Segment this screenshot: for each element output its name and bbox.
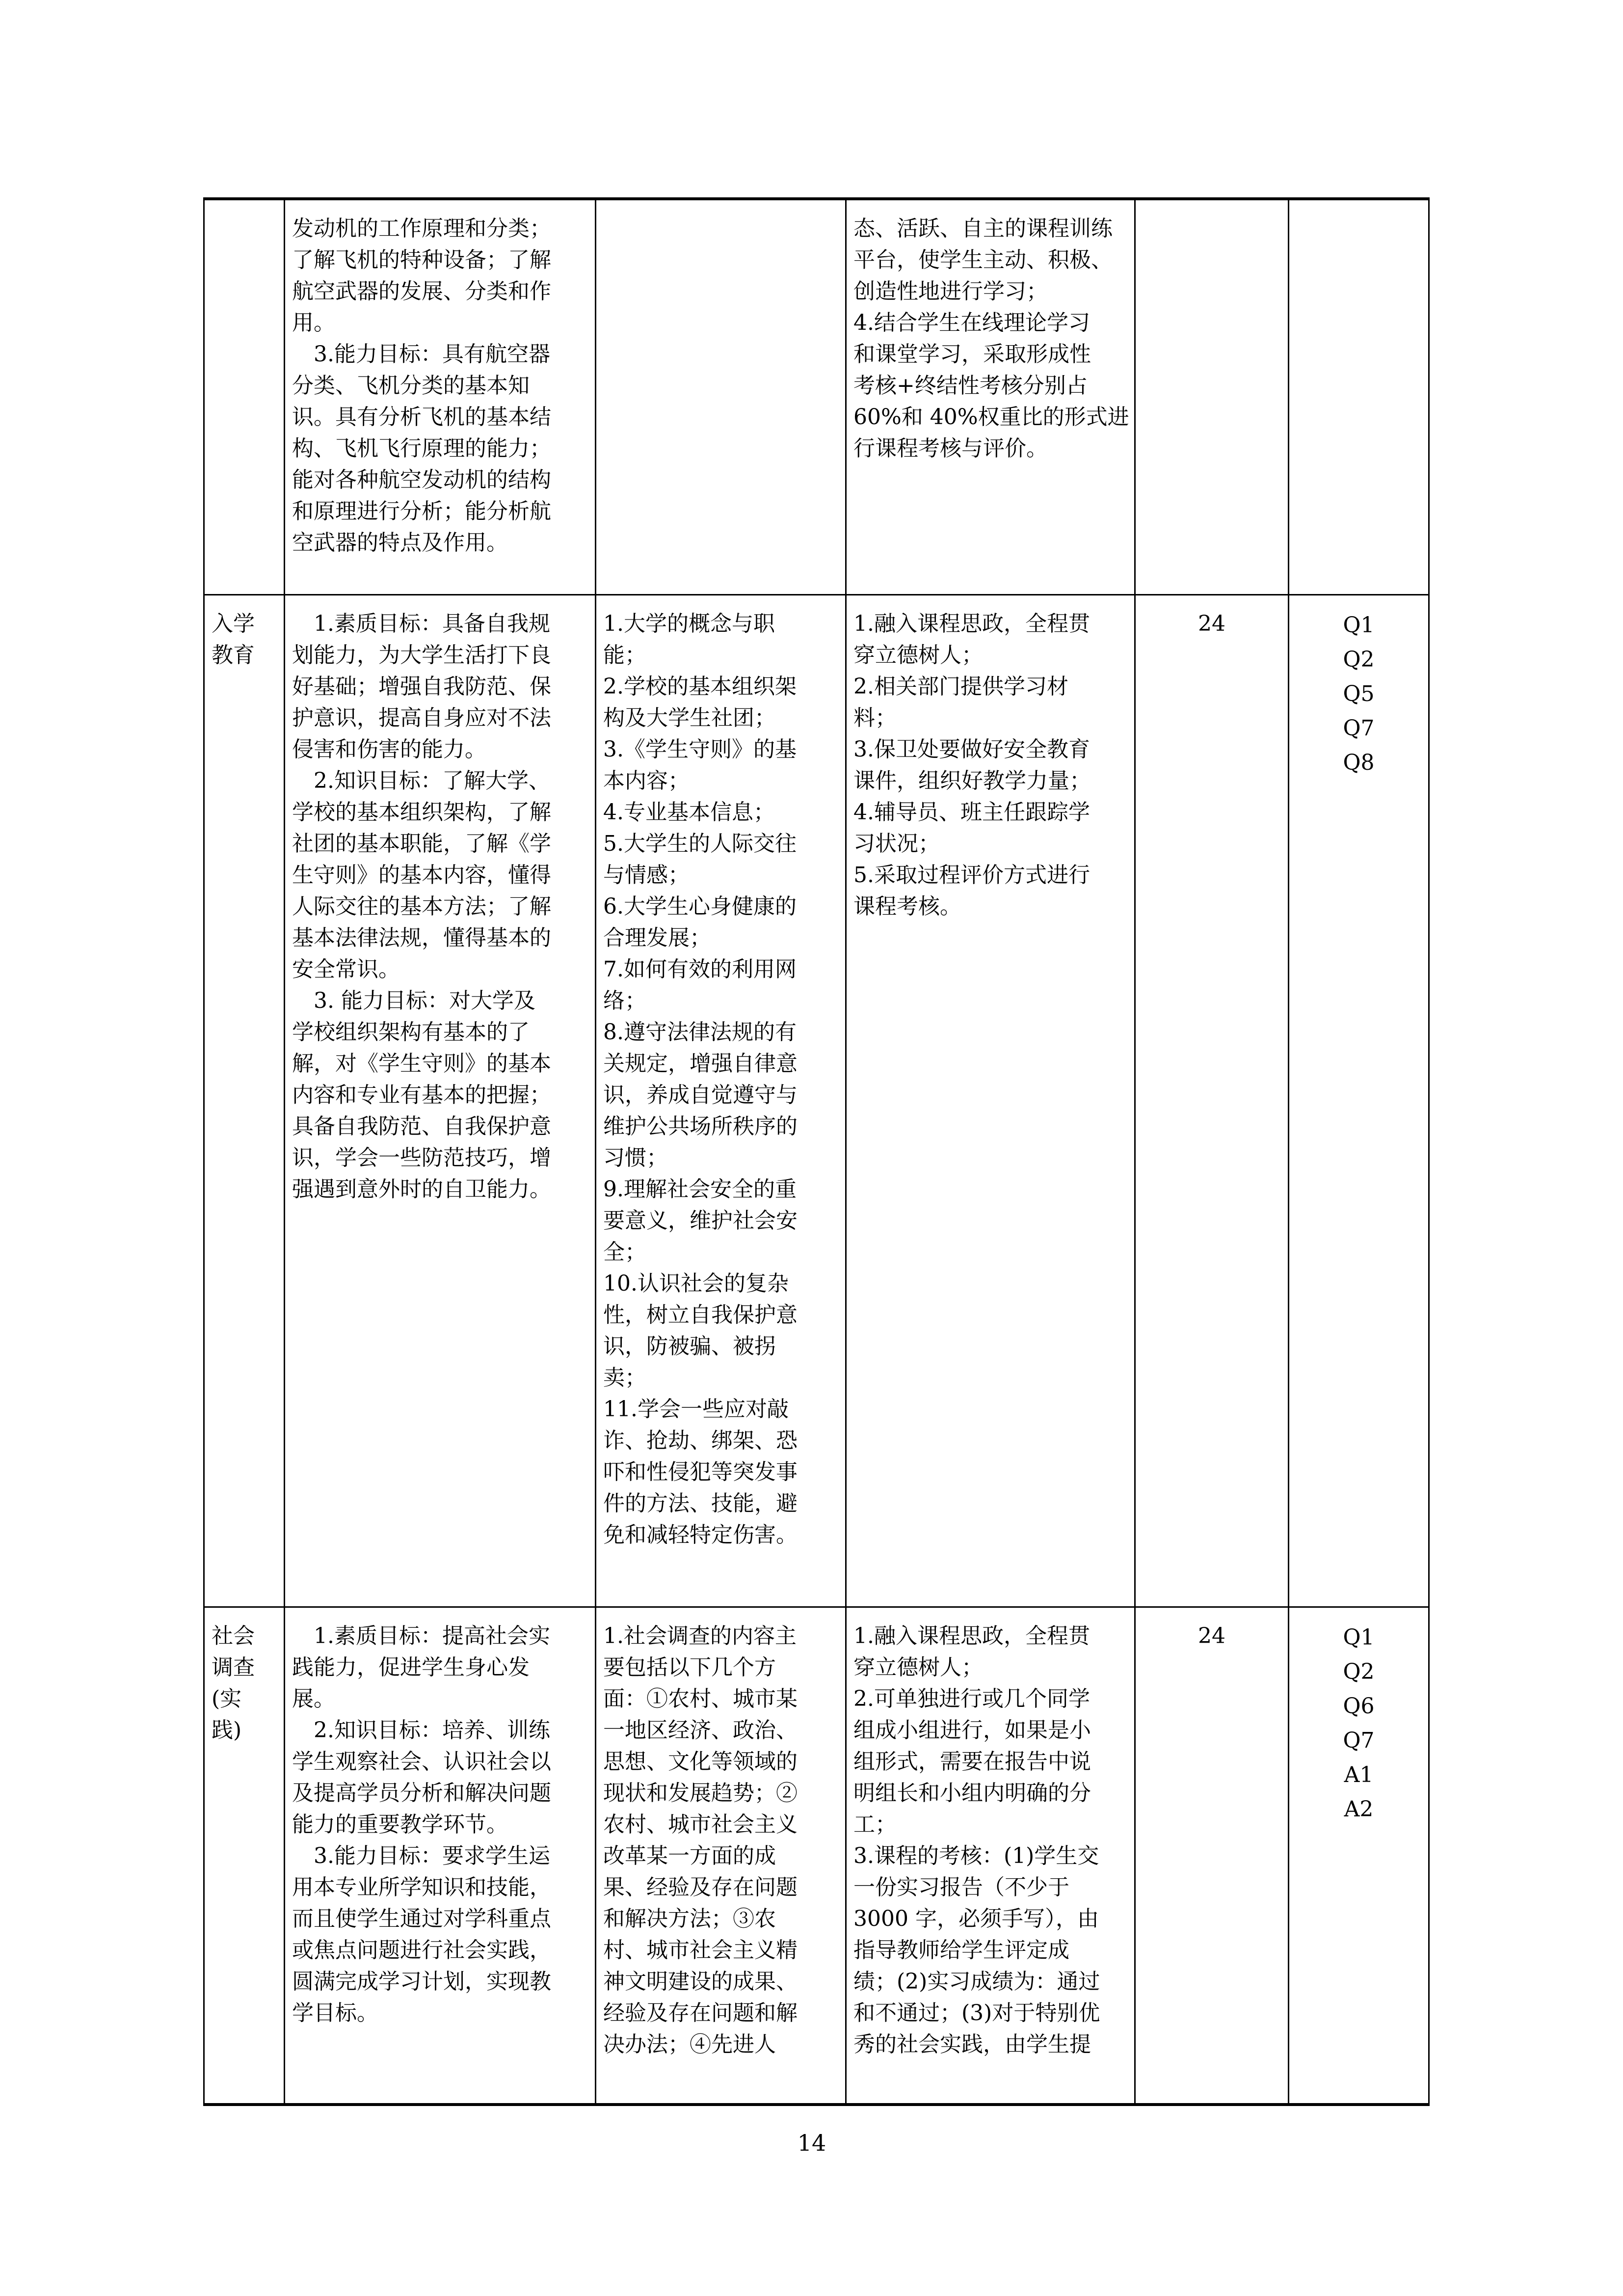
- text-line: 和不通过；(3)对于特别优: [853, 2000, 1100, 2026]
- text-line: 能；: [603, 642, 646, 668]
- text-line: 识，学会一些防范技巧，增: [292, 1145, 551, 1170]
- objective-code: Q8: [1343, 750, 1375, 775]
- text-line: 创造性地进行学习；: [853, 279, 1048, 304]
- text-line: 卖；: [603, 1365, 646, 1390]
- text-line: 课件，组织好教学力量；: [853, 768, 1091, 793]
- text-line: 生守则》的基本内容，懂得: [292, 862, 551, 888]
- text-line: 基本法律法规，懂得基本的: [292, 925, 551, 950]
- text-line: 课程考核。: [853, 893, 961, 919]
- text-line: 经验及存在问题和解: [603, 2000, 798, 2026]
- class-hours-cell: [1135, 199, 1289, 594]
- objective-code: Q5: [1343, 681, 1375, 706]
- text-line: 11.学会一些应对敲: [603, 1396, 789, 1422]
- text-line: 村、城市社会主义精: [603, 1937, 798, 1963]
- text-line: 空武器的特点及作用。: [292, 530, 508, 555]
- text-line: 学目标。: [292, 2000, 378, 2026]
- text-line: 3.课程的考核：(1)学生交: [853, 1843, 1099, 1868]
- text-line: 性，树立自我保护意: [603, 1302, 798, 1327]
- text-line: 用。: [292, 310, 335, 335]
- text-line: 绩；(2)实习成绩为：通过: [853, 1969, 1100, 1994]
- text-line: 识。具有分析飞机的基本结: [292, 405, 551, 430]
- text-line: 维护公共场所秩序的: [603, 1113, 798, 1139]
- objective-code: Q1: [1343, 612, 1375, 638]
- text-line: 1.素质目标：具备自我规: [292, 611, 550, 636]
- text-line: 1.素质目标：提高社会实: [292, 1623, 550, 1648]
- course-goals-cell: [285, 594, 596, 1607]
- text-line: 2.可单独进行或几个同学: [853, 1686, 1090, 1711]
- text-line: 侵害和伤害的能力。: [292, 736, 486, 762]
- text-line: 具备自我防范、自我保护意: [292, 1113, 551, 1139]
- text-line: 5.采取过程评价方式进行: [853, 862, 1090, 888]
- text-line: 现状和发展趋势；②: [603, 1780, 798, 1806]
- text-line: 组成小组进行，如果是小: [853, 1717, 1091, 1743]
- text-line: 明组长和小组内明确的分: [853, 1780, 1091, 1806]
- text-line: 分类、飞机分类的基本知: [292, 373, 530, 398]
- course-content-cell: [596, 199, 846, 594]
- text-line: 学校组织架构有基本的了: [292, 1019, 530, 1045]
- text-line: 人际交往的基本方法；了解: [292, 893, 551, 919]
- course-name-cell: [204, 1607, 285, 2105]
- text-line: 调查: [212, 1654, 255, 1680]
- text-line: 和解决方法；③农: [603, 1906, 776, 1931]
- text-line: 1.社会调查的内容主: [603, 1623, 797, 1648]
- class-hours-value: 24: [1198, 611, 1225, 636]
- objective-code: Q2: [1343, 1659, 1375, 1684]
- text-line: 习状况；: [853, 831, 940, 856]
- text-line: 与情感；: [603, 862, 690, 888]
- text-line: 学生观察社会、认识社会以: [292, 1749, 551, 1774]
- text-line: 圆满完成学习计划，实现教: [292, 1969, 551, 1994]
- table-body: [204, 199, 1429, 2105]
- text-line: 组形式，需要在报告中说: [853, 1749, 1091, 1774]
- text-line: 料；: [853, 705, 897, 730]
- teaching-method-cell: [846, 1607, 1135, 2105]
- text-line: 一份实习报告（不少于: [853, 1874, 1069, 1900]
- text-line: 构、飞机飞行原理的能力；: [292, 436, 551, 461]
- text-line: 8.遵守法律法规的有: [603, 1019, 797, 1045]
- text-line: 10.认识社会的复杂: [603, 1270, 789, 1296]
- text-line: 社团的基本职能，了解《学: [292, 831, 551, 856]
- text-line: 秀的社会实践，由学生提: [853, 2031, 1091, 2057]
- text-line: 农村、城市社会主义: [603, 1811, 798, 1837]
- text-line: 要包括以下几个方: [603, 1654, 776, 1680]
- course-goals-cell: [285, 1607, 596, 2105]
- course-name-cell: [204, 594, 285, 1607]
- text-line: 改革某一方面的成: [603, 1843, 776, 1868]
- text-line: 践能力，促进学生身心发: [292, 1654, 530, 1680]
- text-line: 全；: [603, 1239, 646, 1265]
- text-line: 3.能力目标：具有航空器: [292, 342, 550, 367]
- text-line: 工；: [853, 1811, 897, 1837]
- text-line: 60%和 40%权重比的形式进: [853, 405, 1129, 430]
- text-line: 航空武器的发展、分类和作: [292, 279, 551, 304]
- text-line: 3. 能力目标：对大学及: [292, 988, 535, 1013]
- text-line: 用本专业所学知识和技能，: [292, 1874, 551, 1900]
- text-line: 行课程考核与评价。: [853, 436, 1048, 461]
- text-line: 识，防被骗、被拐: [603, 1333, 776, 1359]
- objective-code: A2: [1344, 1796, 1374, 1822]
- objective-code: Q1: [1343, 1624, 1375, 1650]
- text-line: 4.辅导员、班主任跟踪学: [853, 799, 1090, 825]
- objective-code: A1: [1344, 1762, 1374, 1787]
- objective-codes-cell: [1289, 594, 1429, 1607]
- text-line: 1.融入课程思政，全程贯: [853, 1623, 1090, 1648]
- text-line: 安全常识。: [292, 956, 400, 982]
- course-goals-cell: [285, 199, 596, 594]
- text-line: 面：①农村、城市某: [603, 1686, 798, 1711]
- text-line: 解，对《学生守则》的基本: [292, 1051, 551, 1076]
- course-name-cell: [204, 199, 285, 594]
- table-row: [204, 594, 1429, 1607]
- text-line: (实: [212, 1686, 242, 1711]
- objective-code: Q6: [1343, 1693, 1375, 1719]
- text-line: 思想、文化等领域的: [603, 1749, 798, 1774]
- text-line: 1.大学的概念与职: [603, 611, 775, 636]
- text-line: 3000 字，必须手写），由: [853, 1906, 1099, 1931]
- text-line: 强遇到意外时的自卫能力。: [292, 1176, 551, 1202]
- text-line: 入学: [212, 611, 255, 636]
- teaching-method-cell: [846, 594, 1135, 1607]
- text-line: 1.融入课程思政，全程贯: [853, 611, 1090, 636]
- text-line: 能力的重要教学环节。: [292, 1811, 508, 1837]
- text-line: 平台，使学生主动、积极、: [853, 247, 1113, 272]
- text-line: 果、经验及存在问题: [603, 1874, 798, 1900]
- objective-code: Q7: [1343, 715, 1375, 741]
- objective-code: Q7: [1343, 1728, 1375, 1753]
- text-line: 和原理进行分析；能分析航: [292, 499, 551, 524]
- text-line: 4.专业基本信息；: [603, 799, 775, 825]
- text-line: 决办法；④先进人: [603, 2031, 776, 2057]
- objective-code: Q2: [1343, 647, 1375, 672]
- text-line: 构及大学生社团；: [603, 705, 776, 730]
- text-line: 或焦点问题进行社会实践，: [292, 1937, 551, 1963]
- text-line: 络；: [603, 988, 646, 1013]
- text-line: 考核+终结性考核分别占: [853, 373, 1088, 398]
- text-line: 了解飞机的特种设备；了解: [292, 247, 551, 272]
- text-line: 能对各种航空发动机的结构: [292, 467, 551, 492]
- course-content-cell: [596, 1607, 846, 2105]
- class-hours-value: 24: [1198, 1623, 1225, 1648]
- course-table: [203, 197, 1430, 2106]
- text-line: 吓和性侵犯等突发事: [603, 1459, 798, 1485]
- text-line: 发动机的工作原理和分类；: [292, 216, 551, 241]
- text-line: 识，养成自觉遵守与: [603, 1082, 798, 1107]
- page-number: 14: [797, 2130, 826, 2156]
- course-content-cell: [596, 594, 846, 1607]
- text-line: 2.知识目标：培养、训练: [292, 1717, 550, 1743]
- text-line: 件的方法、技能，避: [603, 1490, 798, 1516]
- text-line: 学校的基本组织架构，了解: [292, 799, 551, 825]
- class-hours-cell: [1135, 594, 1289, 1607]
- text-line: 3.《学生守则》的基: [603, 736, 797, 762]
- text-line: 3.保卫处要做好安全教育: [853, 736, 1090, 762]
- text-line: 而且使学生通过对学科重点: [292, 1906, 551, 1931]
- text-line: 护意识，提高自身应对不法: [292, 705, 551, 730]
- text-line: 态、活跃、自主的课程训练: [853, 216, 1113, 241]
- text-line: 穿立德树人；: [853, 1654, 983, 1680]
- text-line: 6.大学生心身健康的: [603, 893, 797, 919]
- text-line: 诈、抢劫、绑架、恐: [603, 1428, 798, 1453]
- class-hours-cell: [1135, 1607, 1289, 2105]
- objective-codes-cell: [1289, 199, 1429, 594]
- text-line: 免和减轻特定伤害。: [603, 1522, 798, 1547]
- table-row: [204, 1607, 1429, 2105]
- text-line: 9.理解社会安全的重: [603, 1176, 797, 1202]
- text-line: 社会: [212, 1623, 255, 1648]
- text-line: 神文明建设的成果、: [603, 1969, 798, 1994]
- text-line: 划能力，为大学生活打下良: [292, 642, 551, 668]
- text-line: 及提高学员分析和解决问题: [292, 1780, 551, 1806]
- text-line: 2.知识目标：了解大学、: [292, 768, 550, 793]
- text-line: 和课堂学习，采取形成性: [853, 342, 1091, 367]
- text-line: 教育: [212, 642, 255, 668]
- teaching-method-cell: [846, 199, 1135, 594]
- text-line: 合理发展；: [603, 925, 711, 950]
- objective-codes-cell: [1289, 1607, 1429, 2105]
- text-line: 2.学校的基本组织架: [603, 674, 797, 699]
- text-line: 7.如何有效的利用网: [603, 956, 797, 982]
- text-line: 习惯；: [603, 1145, 668, 1170]
- text-line: 要意义，维护社会安: [603, 1208, 798, 1233]
- text-line: 内容和专业有基本的把握；: [292, 1082, 551, 1107]
- text-line: 一地区经济、政治、: [603, 1717, 798, 1743]
- table-row: [204, 199, 1429, 594]
- text-line: 好基础；增强自我防范、保: [292, 674, 551, 699]
- text-line: 践): [212, 1717, 242, 1743]
- text-line: 关规定，增强自律意: [603, 1051, 798, 1076]
- text-line: 3.能力目标：要求学生运: [292, 1843, 550, 1868]
- text-line: 指导教师给学生评定成: [853, 1937, 1069, 1963]
- text-line: 4.结合学生在线理论学习: [853, 310, 1090, 335]
- text-line: 5.大学生的人际交往: [603, 831, 797, 856]
- text-line: 本内容；: [603, 768, 690, 793]
- text-line: 展。: [292, 1686, 335, 1711]
- text-line: 2.相关部门提供学习材: [853, 674, 1068, 699]
- text-line: 穿立德树人；: [853, 642, 983, 668]
